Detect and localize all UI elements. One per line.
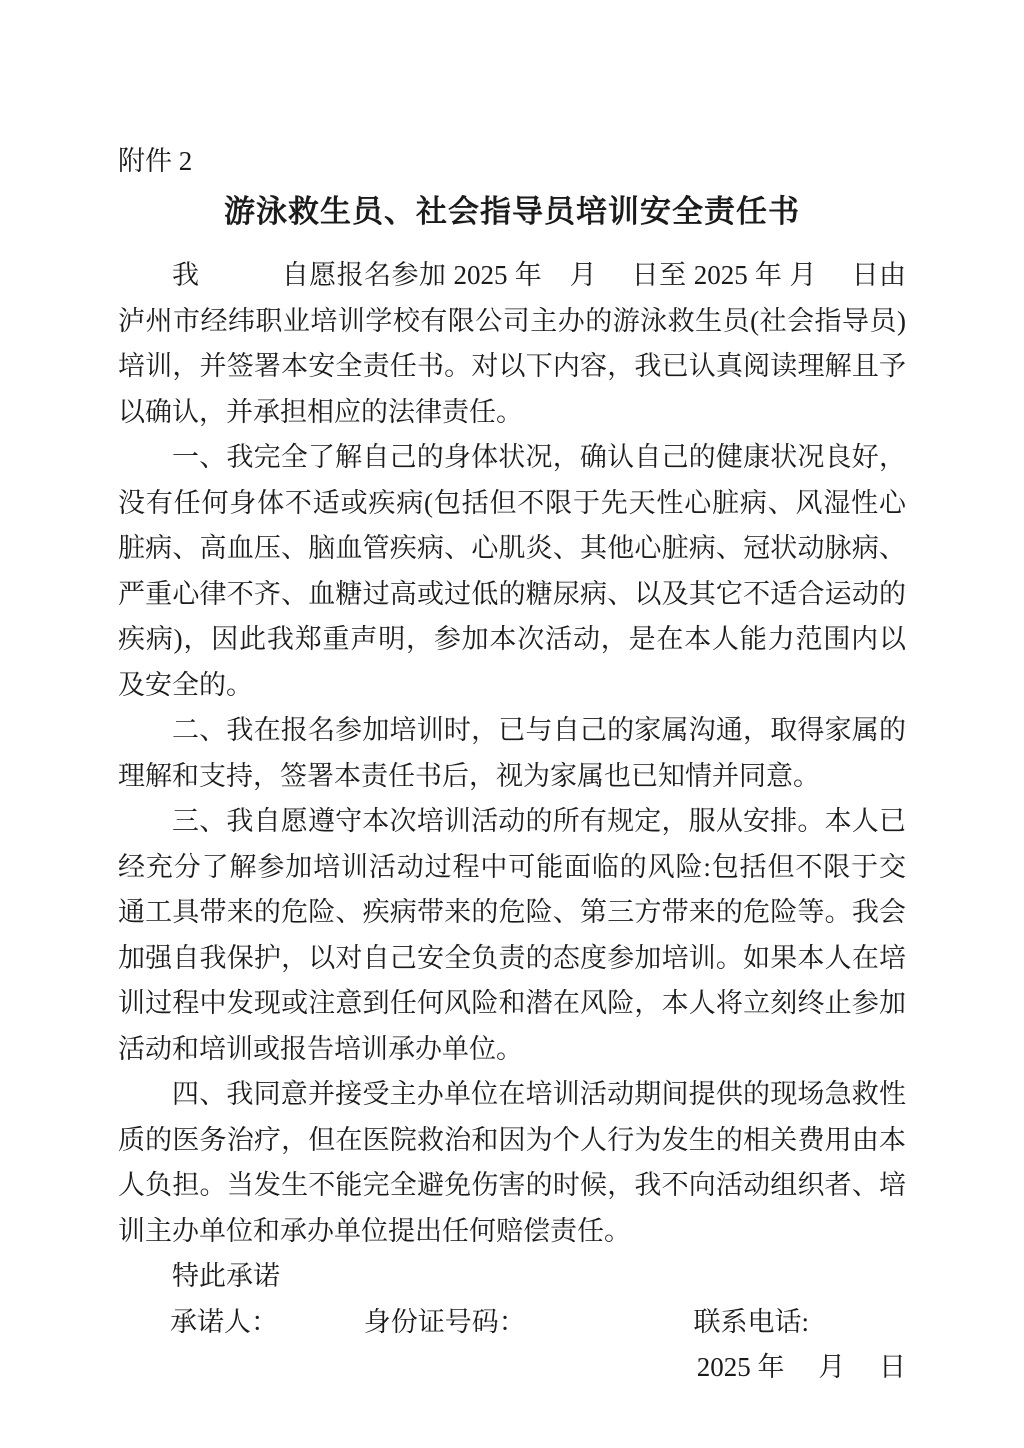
signature-line [118, 1300, 906, 1346]
clause-4-paragraph: 四、我同意并接受主办单位在培训活动期间提供的现场急救性质的医务治疗，但在医院救治和因为个人行为发生的相关费用由本人负担。当发生不能完全避免伤害的时候，我不向活动组织者、培训主办单位和承办单位提出任何赔偿责任。 [118, 1079, 906, 1246]
document-body [118, 253, 906, 1391]
phone-label: 联系电话: [693, 1306, 810, 1337]
document-title: 游泳救生员、社会指导员培训安全责任书 [224, 194, 800, 229]
clause-1-paragraph: 一、我完全了解自己的身体状况，确认自己的健康状况良好，没有任何身体不适或疾病(包括但不限于先天性心脏病、风湿性心脏病、高血压、脑血管疾病、心肌炎、其他心脏病、冠状动脉病、严重心律不齐、血糖过高或过低的糖尿病、以及其它不适合运动的疾病)，因此我郑重声明，参加本次活动，是在本人能力范围内以及安全的。 [118, 442, 906, 700]
id-number-label: 身份证号码： [363, 1306, 526, 1337]
intro-paragraph: 我 自愿报名参加 2025 年 月 日至 2025 年 月 日由泸州市经纬职业培训学校有限公司主办的游泳救生员(社会指导员)培训，并签署本安全责任书。对以下内容，我已认真阅读理解且予以确认，并承担相应的法律责任。 [118, 260, 906, 427]
promisor-label: 承诺人： [170, 1306, 278, 1337]
clause-2-paragraph: 二、我在报名参加培训时，已与自己的家属沟通，取得家属的理解和支持，签署本责任书后，视为家属也已知情并同意。 [118, 715, 906, 791]
date-line: 2025 年 月 日 [696, 1352, 906, 1382]
closing-statement: 特此承诺 [172, 1261, 280, 1291]
clause-3-paragraph: 三、我自愿遵守本次培训活动的所有规定，服从安排。本人已经充分了解参加培训活动过程中可能面临的风险:包括但不限于交通工具带来的危险、疾病带来的危险、第三方带来的危险等。我会加强自我保护，以对自己安全负责的态度参加培训。如果本人在培训过程中发现或注意到任何风险和潜在风险，本人将立刻终止参加活动和培训或报告培训承办单位。 [118, 806, 906, 1064]
attachment-label: 附件 2 [118, 146, 193, 176]
